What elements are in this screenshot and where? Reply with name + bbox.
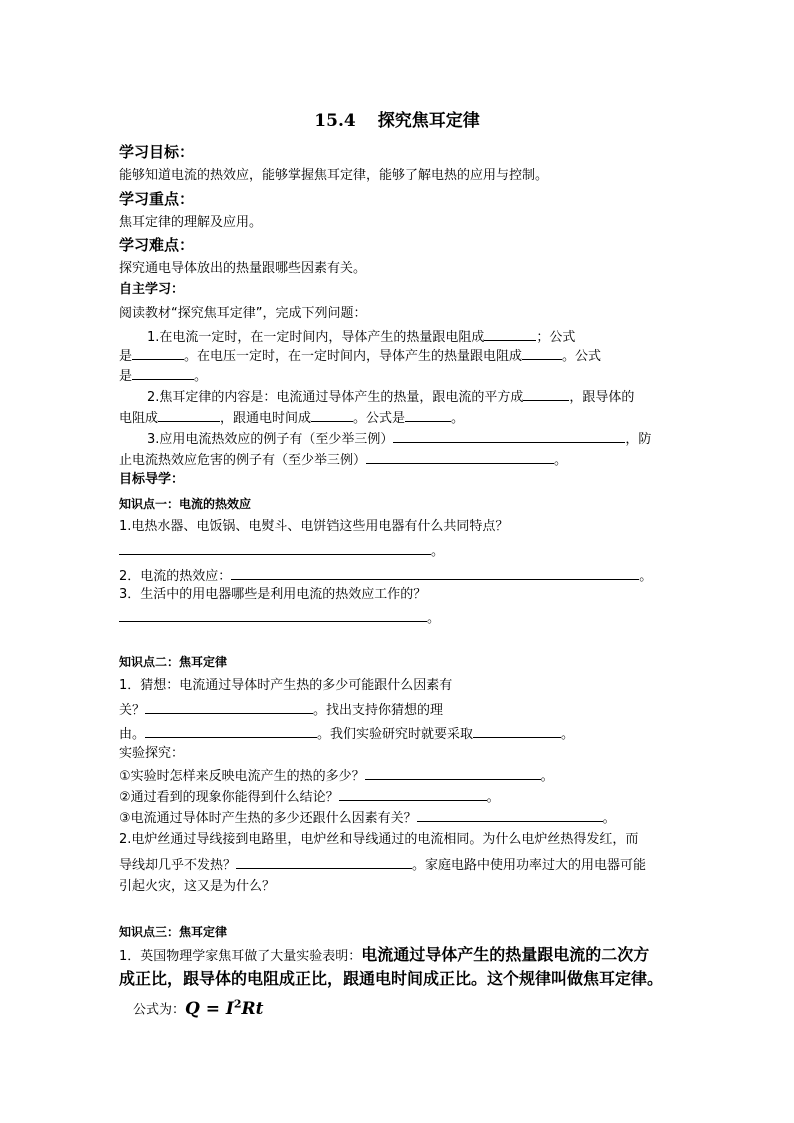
kp1-heading: 知识点一：电流的热效应 xyxy=(119,497,252,511)
answer-blank[interactable] xyxy=(365,766,541,780)
answer-blank[interactable] xyxy=(231,566,639,580)
objectives-text: 能够知道电流的热效应，能够掌握焦耳定律，能够了解电热的应用与控制。 xyxy=(119,168,549,183)
kp2-q2-line2: 导线却几乎不发热？ 。家庭电路中使用功率过大的用电器可能 xyxy=(119,855,646,875)
kp3-formula-line xyxy=(133,995,264,1020)
answer-blank[interactable] xyxy=(473,724,561,738)
page-title xyxy=(0,106,794,131)
kp2-explore-label: 实验探究： xyxy=(119,746,185,761)
self-study-q1-line2: 是 。在电压一定时，在一定时间内，导体产生的热量跟电阻成 。公式 xyxy=(119,346,601,366)
kp1-q3: 3．生活中的用电器哪些是利用电流的热效应工作的？ xyxy=(119,587,427,602)
objectives-heading: 学习目标： xyxy=(119,143,195,161)
answer-blank[interactable] xyxy=(523,387,569,401)
self-study-q3-line1: 3.应用电流热效应的例子有（至少举三例） ，防 xyxy=(147,429,651,449)
answer-blank[interactable] xyxy=(145,724,317,738)
kp1-q2: 2．电流的热效应： 。 xyxy=(119,566,652,586)
kp2-q1-line2: 关？ 。找出支持你猜想的理 xyxy=(119,700,443,720)
kp2-q2-line3: 引起火灾，这又是为什么？ xyxy=(119,879,276,894)
answer-blank[interactable] xyxy=(158,408,220,422)
self-study-q2-line1: 2.焦耳定律的内容是：电流通过导体产生的热量，跟电流的平方成 ，跟导体的 xyxy=(147,387,634,407)
answer-blank[interactable] xyxy=(393,429,625,443)
kp1-q1-answer-line: 。 xyxy=(119,541,444,561)
difficult-points-heading: 学习难点： xyxy=(119,236,195,254)
self-study-q1-line3: 是 。 xyxy=(119,366,207,386)
kp1-q3-answer-line: 。 xyxy=(119,608,440,628)
self-study-heading: 自主学习： xyxy=(119,282,185,297)
key-points-text: 焦耳定律的理解及应用。 xyxy=(119,215,263,230)
formula: $Q = I^2Rt$ xyxy=(185,997,264,1019)
answer-blank[interactable] xyxy=(405,408,451,422)
kp2-q1-line1: 1．猜想：电流通过导体时产生热的多少可能跟什么因素有 xyxy=(119,678,453,693)
key-points-heading: 学习重点： xyxy=(119,190,195,208)
self-study-intro: 阅读教材“探究焦耳定律”，完成下列问题： xyxy=(119,306,367,321)
answer-blank[interactable] xyxy=(119,608,427,622)
answer-blank[interactable] xyxy=(339,787,487,801)
answer-blank[interactable] xyxy=(366,450,554,464)
kp1-q1: 1.电热水器、电饭锅、电熨斗、电饼铛这些用电器有什么共同特点？ xyxy=(119,519,509,534)
answer-blank[interactable] xyxy=(484,327,536,341)
kp2-heading: 知识点二：焦耳定律 xyxy=(119,655,228,669)
answer-blank[interactable] xyxy=(132,346,184,360)
kp2-q1-line3: 由。 。我们实验研究时就要采取 。 xyxy=(119,724,574,744)
formula-label: 公式为： xyxy=(133,1002,186,1018)
kp3-heading: 知识点三：焦耳定律 xyxy=(119,925,228,939)
kp3-line2: 成正比，跟导体的电阻成正比，跟通电时间成正比。这个规律叫做焦耳定律。 xyxy=(119,969,664,988)
kp2-q2-line1: 2.电炉丝通过导线接到电路里，电炉丝和导线通过的电流相同。为什么电炉丝热得发红，而 xyxy=(119,832,639,847)
section-number: 15.4 xyxy=(314,111,356,131)
difficult-points-text: 探究通电导体放出的热量跟哪些因素有关。 xyxy=(119,261,367,276)
kp2-explore-item-2: ②通过看到的现象你能得到什么结论？ 。 xyxy=(119,787,500,807)
kp2-explore-item-1: ①实验时怎样来反映电流产生的热的多少？ 。 xyxy=(119,766,554,786)
self-study-q3-line2: 止电流热效应危害的例子有（至少举三例） 。 xyxy=(119,450,567,470)
kp3-line1: 1．英国物理学家焦耳做了大量实验表明：电流通过导体产生的热量跟电流的二次方 xyxy=(119,945,650,964)
kp2-explore-item-3: ③电流通过导体时产生热的多少还跟什么因素有关？ 。 xyxy=(119,808,616,828)
answer-blank[interactable] xyxy=(132,366,194,380)
answer-blank[interactable] xyxy=(522,346,562,360)
answer-blank[interactable] xyxy=(311,408,353,422)
answer-blank[interactable] xyxy=(236,855,412,869)
guide-heading: 目标导学： xyxy=(119,472,185,487)
answer-blank[interactable] xyxy=(145,700,313,714)
self-study-q1-line1: 1.在电流一定时，在一定时间内，导体产生的热量跟电阻成 ；公式 xyxy=(147,327,575,347)
self-study-q2-line2: 电阻成 ，跟通电时间成 。公式是 。 xyxy=(119,408,464,428)
answer-blank[interactable] xyxy=(417,808,603,822)
answer-blank[interactable] xyxy=(119,541,431,555)
title-text: 探究焦耳定律 xyxy=(377,111,480,131)
